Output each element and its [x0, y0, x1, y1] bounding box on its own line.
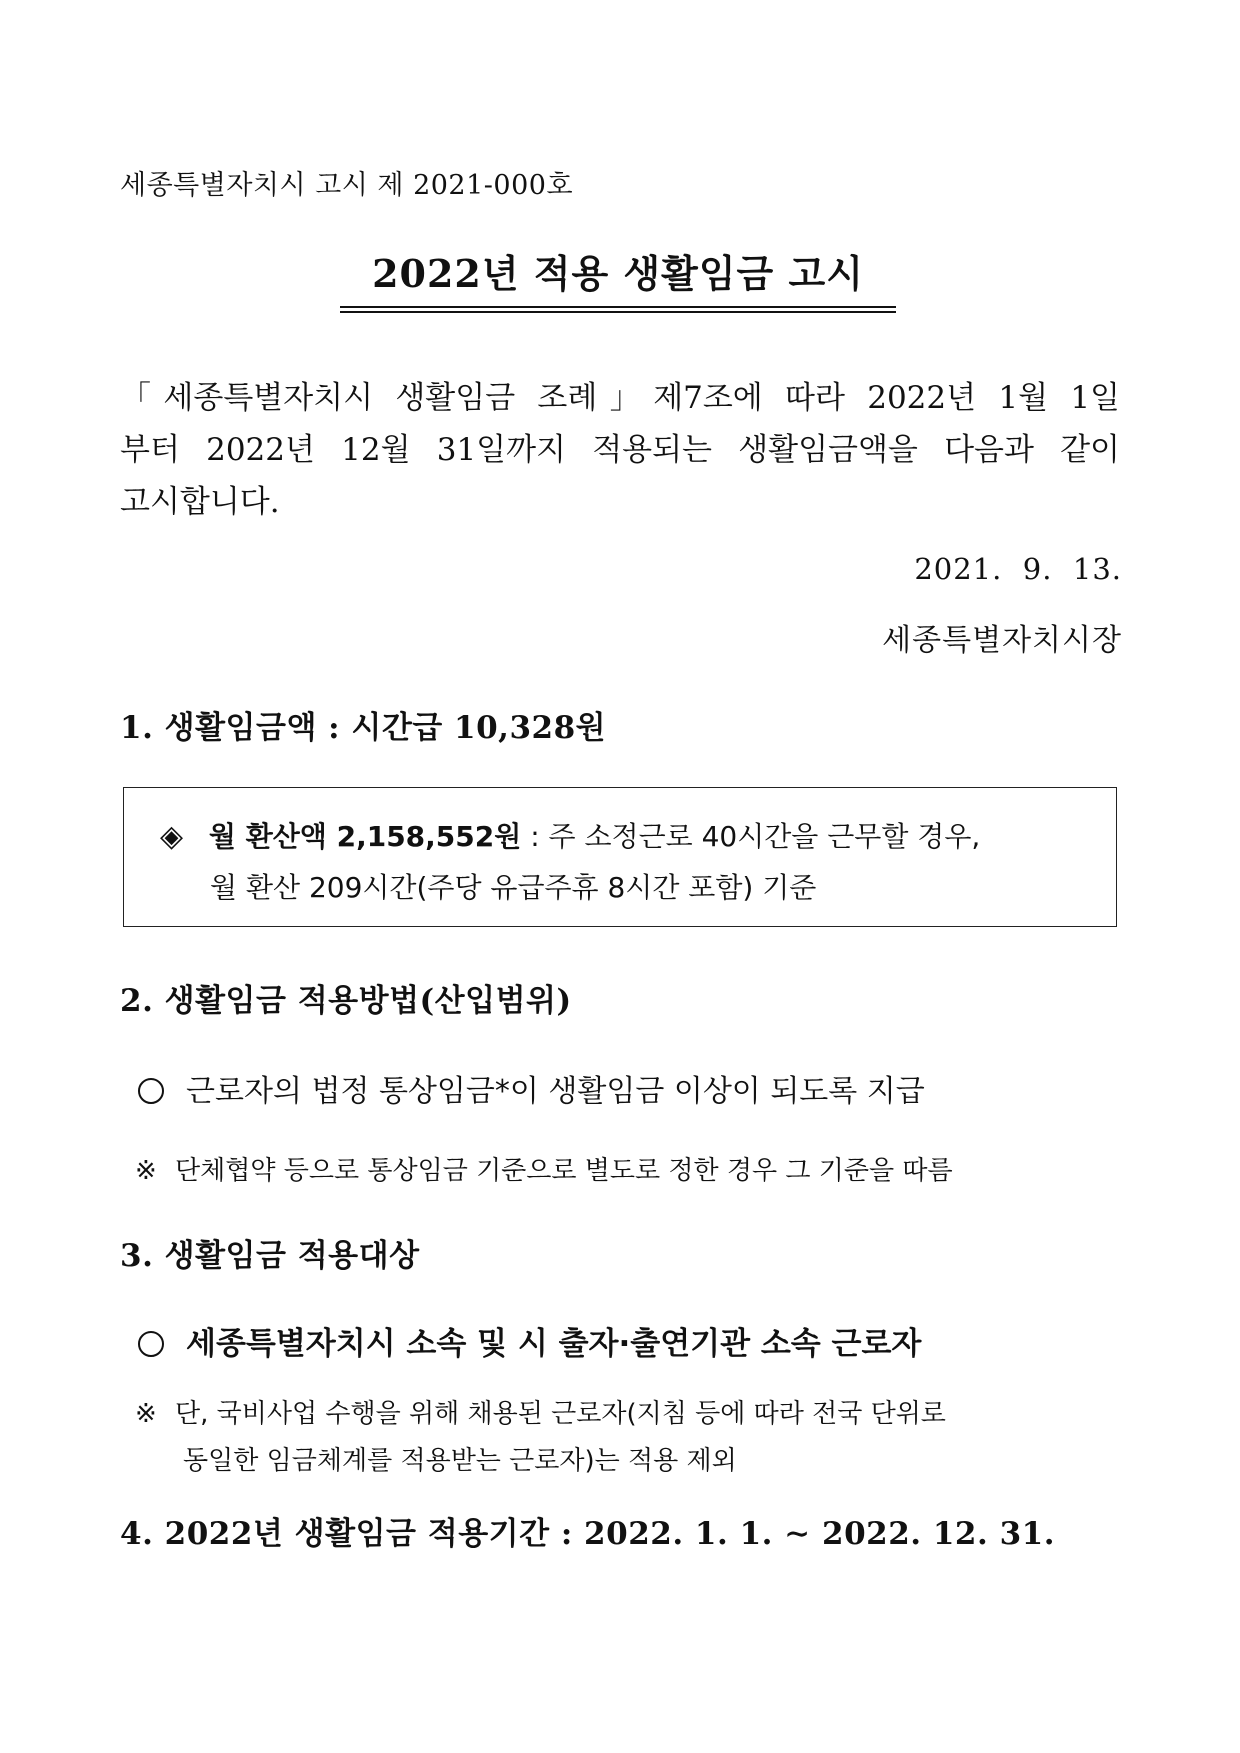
circle-bullet-icon — [138, 1331, 164, 1357]
section-2-bullet — [138, 1066, 925, 1110]
section-4-heading: 4. 2022년 생활임금 적용기간 : 2022. 1. 1. ∼ 2022. 12. 31. — [120, 1516, 1056, 1552]
notice-date: 2021. 9. 13. — [914, 552, 1122, 586]
issuer-name: 세종특별자치시장 — [882, 623, 1122, 658]
section-3-note-line-1 — [135, 1393, 946, 1430]
box-line-1-rest: : 주 소정근로 40시간을 근무할 경우, — [530, 820, 981, 853]
intro-line-1: 「세종특별자치시 생활임금 조례」제7조에 따라 2022년 1월 1일 — [120, 380, 1120, 416]
section-3-heading: 3. 생활임금 적용대상 — [120, 1238, 420, 1274]
box-line-2: 월 환산 209시간(주당 유급주휴 8시간 포함) 기준 — [210, 871, 817, 904]
section-2-note — [135, 1150, 953, 1187]
section-2-bullet-text: 근로자의 법정 통상임금*이 생활임금 이상이 되도록 지급 — [186, 1074, 925, 1109]
section-3-note-text-1: 단, 국비사업 수행을 위해 채용된 근로자(지침 등에 따라 전국 단위로 — [175, 1399, 946, 1429]
monthly-amount-label: 월 환산액 2,158,552원 — [208, 820, 522, 853]
intro-line-3: 고시합니다. — [120, 484, 280, 520]
title-block — [340, 243, 896, 313]
section-2-heading: 2. 생활임금 적용방법(산입범위) — [120, 983, 572, 1019]
section-2-note-text: 단체협약 등으로 통상임금 기준으로 별도로 정한 경우 그 기준을 따름 — [175, 1156, 953, 1186]
section-1-heading: 1. 생활임금액 : 시간급 10,328원 — [120, 710, 607, 746]
intro-line-2: 부터 2022년 12월 31일까지 적용되는 생활임금액을 다음과 같이 — [120, 432, 1120, 468]
section-3-bullet-text: 세종특별자치시 소속 및 시 출자·출연기관 소속 근로자 — [186, 1326, 922, 1362]
circle-bullet-icon — [138, 1078, 164, 1104]
diamond-bullet-icon: ◈ — [160, 819, 184, 854]
section-3-bullet — [138, 1318, 921, 1363]
title-double-underline — [340, 306, 896, 313]
page-title: 2022년 적용 생활임금 고시 — [372, 251, 864, 296]
reference-mark-icon: ※ — [135, 1156, 157, 1186]
reference-mark-icon: ※ — [135, 1399, 157, 1429]
monthly-amount-box — [123, 787, 1117, 927]
box-line-1 — [160, 815, 980, 855]
notice-number: 세종특별자치시 고시 제 2021-000호 — [120, 170, 574, 201]
section-3-note-line-2: 동일한 임금체계를 적용받는 근로자)는 적용 제외 — [183, 1446, 737, 1476]
intro-paragraph — [120, 372, 1120, 528]
